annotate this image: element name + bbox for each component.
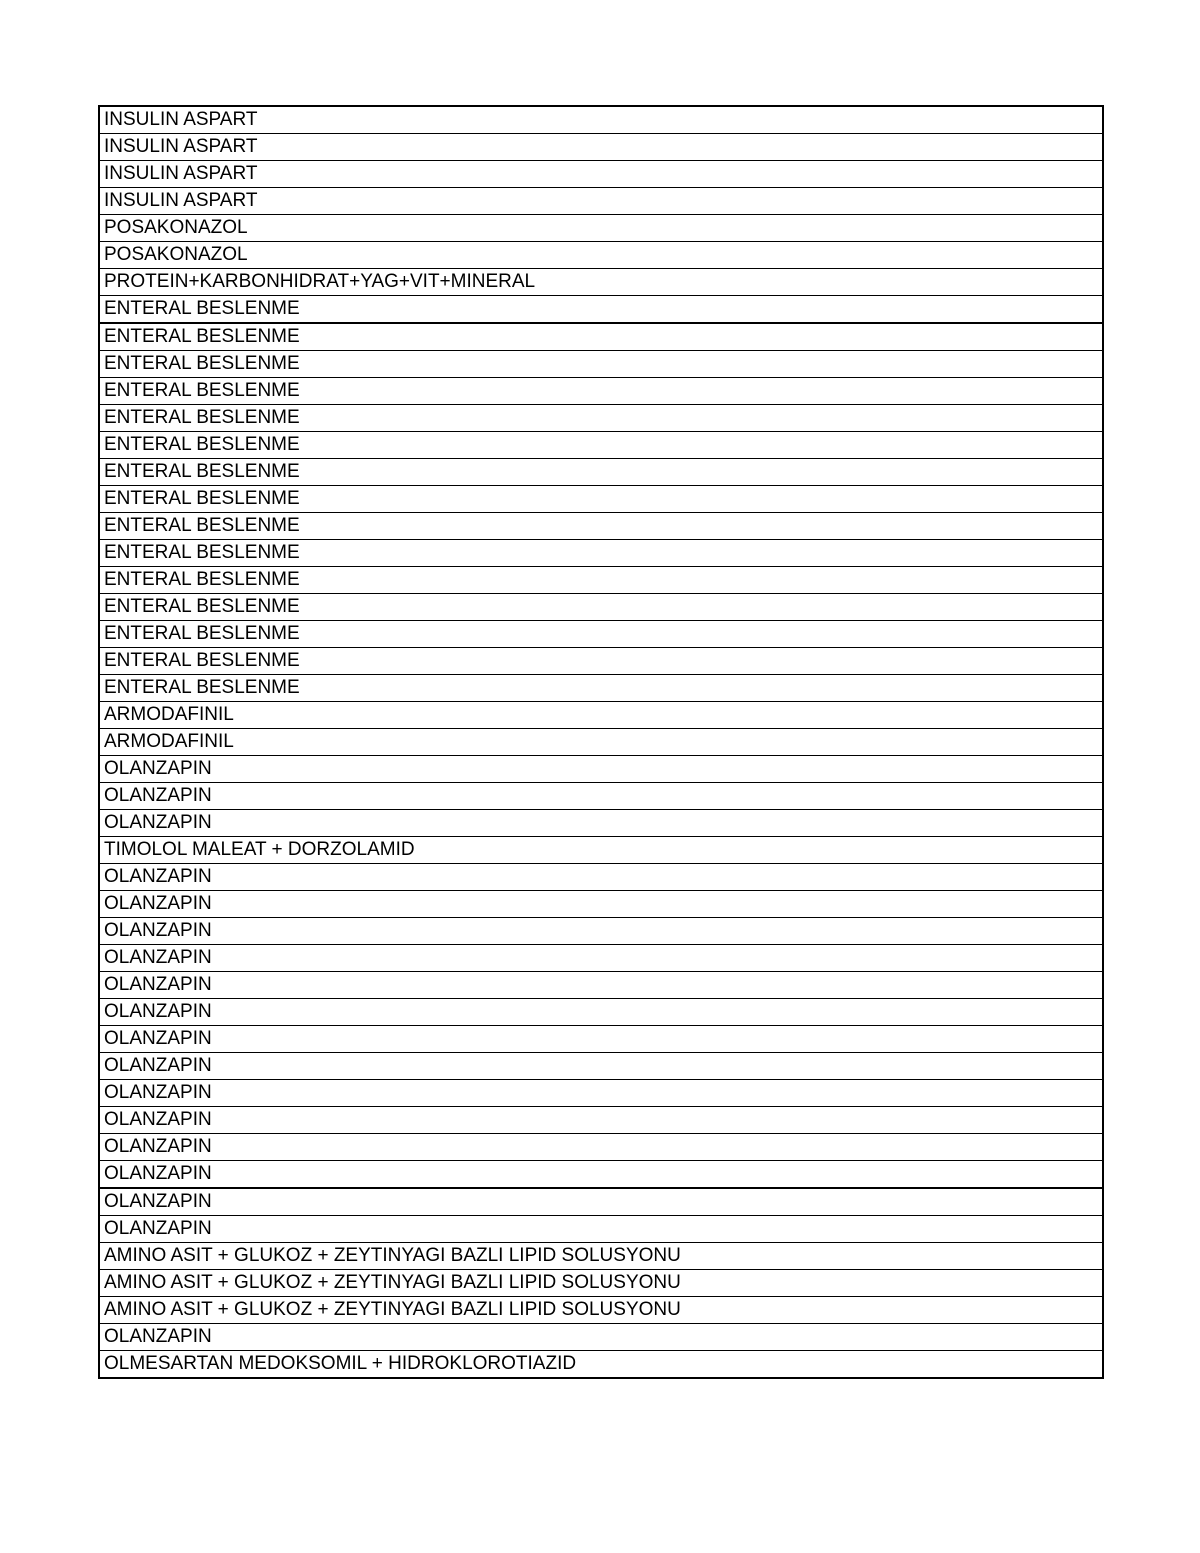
drug-name-cell: INSULIN ASPART: [100, 161, 1103, 188]
drug-name-cell: OLANZAPIN: [100, 1161, 1103, 1189]
drug-name-cell: ENTERAL BESLENME: [100, 351, 1103, 378]
table-row: [100, 918, 1103, 945]
drug-name-cell: OLANZAPIN: [100, 1080, 1103, 1107]
table-row: [100, 107, 1103, 134]
drug-table-body: [100, 107, 1103, 1378]
table-row: [100, 323, 1103, 351]
table-row: [100, 296, 1103, 324]
drug-name-cell: OLANZAPIN: [100, 1053, 1103, 1080]
table-row: [100, 810, 1103, 837]
drug-name-cell: INSULIN ASPART: [100, 188, 1103, 215]
drug-name-cell: ENTERAL BESLENME: [100, 323, 1103, 351]
drug-name-cell: ENTERAL BESLENME: [100, 405, 1103, 432]
table-row: [100, 242, 1103, 269]
drug-name-cell: ENTERAL BESLENME: [100, 540, 1103, 567]
drug-name-cell: AMINO ASIT + GLUKOZ + ZEYTINYAGI BAZLI LIPID SOLUSYONU: [100, 1243, 1103, 1270]
table-row: [100, 405, 1103, 432]
drug-name-cell: INSULIN ASPART: [100, 107, 1103, 134]
drug-name-cell: OLANZAPIN: [100, 1324, 1103, 1351]
table-row: [100, 1053, 1103, 1080]
table-row: [100, 729, 1103, 756]
table-row: [100, 1161, 1103, 1189]
drug-name-cell: OLANZAPIN: [100, 1216, 1103, 1243]
drug-name-cell: ARMODAFINIL: [100, 729, 1103, 756]
table-row: [100, 134, 1103, 161]
drug-name-cell: OLANZAPIN: [100, 999, 1103, 1026]
table-row: [100, 1026, 1103, 1053]
table-row: [100, 621, 1103, 648]
drug-name-cell: OLANZAPIN: [100, 891, 1103, 918]
table-row: [100, 567, 1103, 594]
table-row: [100, 1107, 1103, 1134]
drug-name-cell: ENTERAL BESLENME: [100, 486, 1103, 513]
drug-name-cell: AMINO ASIT + GLUKOZ + ZEYTINYAGI BAZLI LIPID SOLUSYONU: [100, 1270, 1103, 1297]
drug-name-cell: OLANZAPIN: [100, 1188, 1103, 1216]
table-row: [100, 648, 1103, 675]
table-row: [100, 1080, 1103, 1107]
table-row: [100, 161, 1103, 188]
drug-name-cell: ENTERAL BESLENME: [100, 675, 1103, 702]
drug-name-cell: ENTERAL BESLENME: [100, 594, 1103, 621]
table-row: [100, 1297, 1103, 1324]
table-row: [100, 1243, 1103, 1270]
drug-name-cell: INSULIN ASPART: [100, 134, 1103, 161]
drug-name-cell: OLANZAPIN: [100, 972, 1103, 999]
table-row: [100, 269, 1103, 296]
table-row: [100, 513, 1103, 540]
table-row: [100, 1351, 1103, 1378]
table-row: [100, 999, 1103, 1026]
drug-name-cell: POSAKONAZOL: [100, 242, 1103, 269]
table-row: [100, 1188, 1103, 1216]
table-row: [100, 837, 1103, 864]
table-row: [100, 540, 1103, 567]
drug-name-cell: OLMESARTAN MEDOKSOMIL + HIDROKLOROTIAZID: [100, 1351, 1103, 1378]
table-row: [100, 891, 1103, 918]
drug-name-cell: OLANZAPIN: [100, 783, 1103, 810]
drug-name-cell: ENTERAL BESLENME: [100, 378, 1103, 405]
table-row: [100, 432, 1103, 459]
drug-name-cell: ENTERAL BESLENME: [100, 296, 1103, 324]
table-row: [100, 1270, 1103, 1297]
drug-name-cell: TIMOLOL MALEAT + DORZOLAMID: [100, 837, 1103, 864]
table-row: [100, 702, 1103, 729]
drug-name-cell: ENTERAL BESLENME: [100, 621, 1103, 648]
drug-name-table: [99, 106, 1103, 1378]
table-row: [100, 945, 1103, 972]
table-row: [100, 351, 1103, 378]
drug-name-cell: ENTERAL BESLENME: [100, 432, 1103, 459]
drug-name-cell: OLANZAPIN: [100, 864, 1103, 891]
table-row: [100, 1134, 1103, 1161]
table-row: [100, 864, 1103, 891]
drug-name-cell: OLANZAPIN: [100, 810, 1103, 837]
table-row: [100, 378, 1103, 405]
table-row: [100, 459, 1103, 486]
table-row: [100, 594, 1103, 621]
drug-name-cell: ARMODAFINIL: [100, 702, 1103, 729]
drug-name-cell: OLANZAPIN: [100, 945, 1103, 972]
table-row: [100, 188, 1103, 215]
drug-name-cell: POSAKONAZOL: [100, 215, 1103, 242]
drug-name-cell: ENTERAL BESLENME: [100, 459, 1103, 486]
drug-name-cell: PROTEIN+KARBONHIDRAT+YAG+VIT+MINERAL: [100, 269, 1103, 296]
table-row: [100, 1324, 1103, 1351]
table-row: [100, 1216, 1103, 1243]
drug-name-cell: ENTERAL BESLENME: [100, 567, 1103, 594]
drug-name-cell: AMINO ASIT + GLUKOZ + ZEYTINYAGI BAZLI LIPID SOLUSYONU: [100, 1297, 1103, 1324]
table-row: [100, 486, 1103, 513]
drug-name-cell: OLANZAPIN: [100, 1026, 1103, 1053]
table-row: [100, 215, 1103, 242]
drug-name-cell: OLANZAPIN: [100, 1107, 1103, 1134]
drug-name-cell: ENTERAL BESLENME: [100, 648, 1103, 675]
table-row: [100, 756, 1103, 783]
table-row: [100, 972, 1103, 999]
drug-name-cell: OLANZAPIN: [100, 756, 1103, 783]
drug-name-cell: OLANZAPIN: [100, 918, 1103, 945]
table-row: [100, 675, 1103, 702]
drug-name-cell: ENTERAL BESLENME: [100, 513, 1103, 540]
drug-name-cell: OLANZAPIN: [100, 1134, 1103, 1161]
table-row: [100, 783, 1103, 810]
